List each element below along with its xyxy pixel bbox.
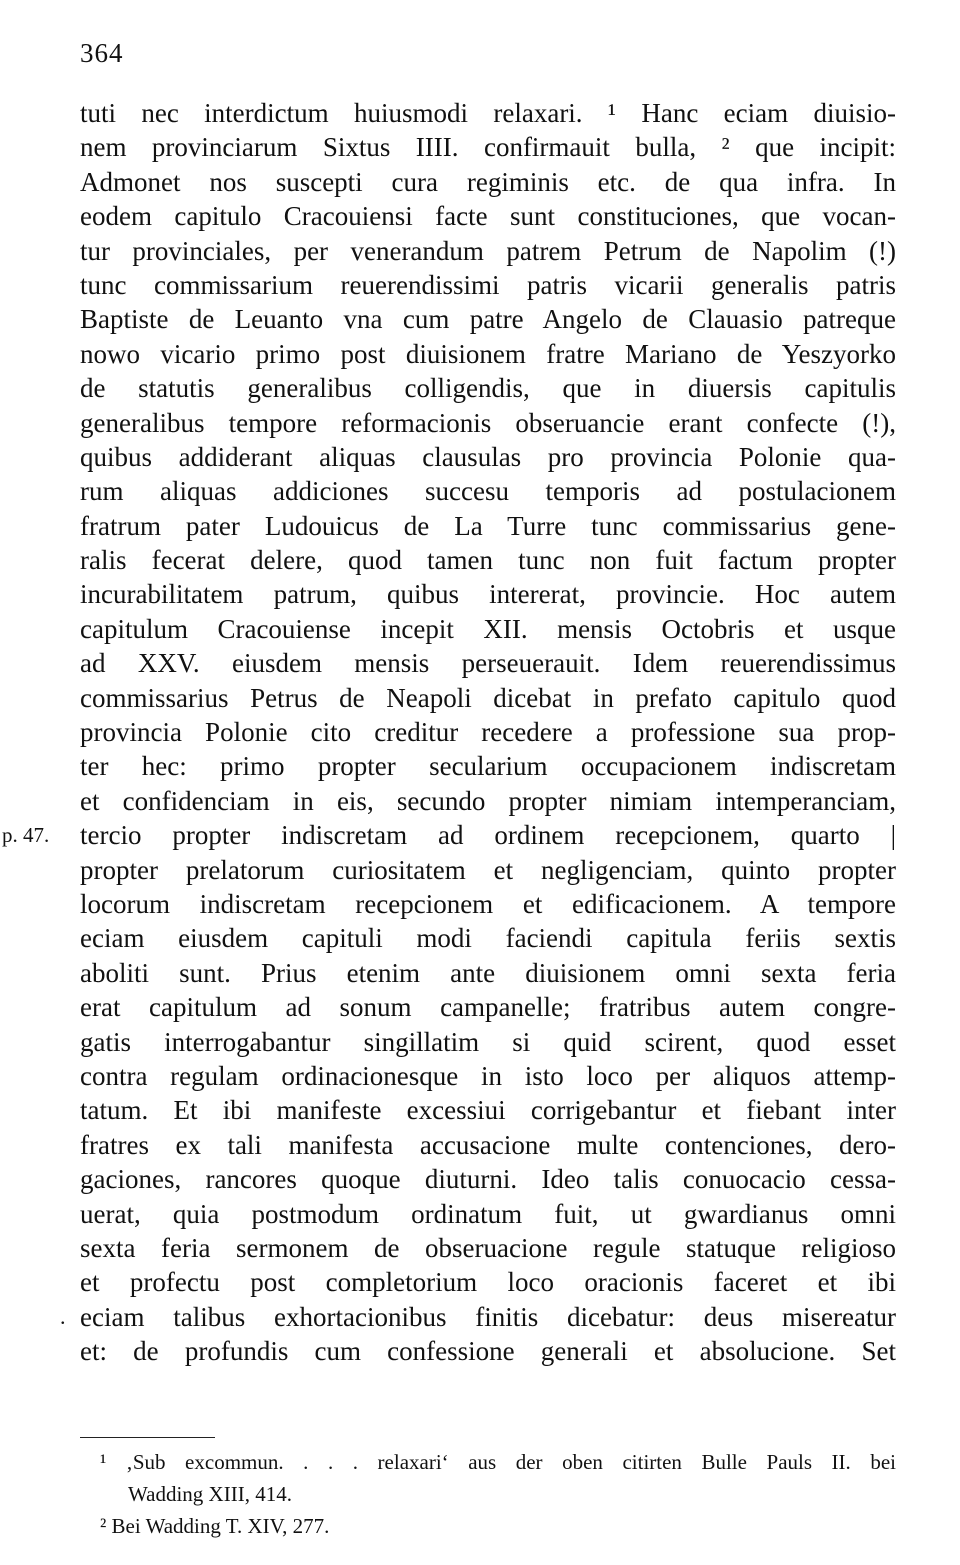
text-line-11: quibus addiderant aliquas clausulas pro provincia Polonie qua-: [80, 441, 896, 472]
text-line-19: provincia Polonie cito creditur recedere a professione sua prop-: [80, 717, 896, 748]
text-line-34: sexta feria sermonem de obseruacione regule statuque religioso: [80, 1232, 896, 1263]
text-line-27: erat capitulum ad sonum campanelle; fratribus autem congre-: [80, 992, 896, 1023]
text-line-36: [60, 1300, 896, 1334]
text-line-15: incurabilitatem patrum, quibus intererat, provincie. Hoc autem: [80, 579, 896, 610]
text-line-37: et: de profundis cum confessione generali et absolucione. Set: [80, 1336, 896, 1367]
text-line-22: [2, 818, 896, 852]
text-line-21: et confidenciam in eis, secundo propter nimiam intemperanciam,: [80, 785, 896, 816]
body-text: [2, 96, 896, 1368]
footnotes: [100, 1446, 896, 1542]
text-line-23: propter prelatorum curiositatem et negligenciam, quinto propter: [80, 854, 896, 885]
text-line-12: rum aliquas addiciones succesu temporis ad postulacionem: [80, 476, 896, 507]
text-line-28: gatis interrogabantur singillatim si quid scirent, quod esset: [80, 1026, 896, 1057]
text-line-6: tunc commissarium reuerendissimi patris vicarii generalis patris: [80, 269, 896, 300]
text-line-30: tatum. Et ibi manifeste excessiui corrigebantur et fiebant inter: [80, 1095, 896, 1126]
text-line-8: nowo vicario primo post diuisionem fratre Mariano de Yeszyorko: [80, 338, 896, 369]
text-line-4: eodem capitulo Cracouiensi facte sunt constituciones, que vocan-: [80, 201, 896, 232]
text-line-22-content: tercio propter indiscretam ad ordinem recepcionem, quarto |: [80, 820, 896, 851]
footnote-1-line-2: Wadding XIII, 414.: [128, 1482, 292, 1506]
text-line-3: Admonet nos suscepti cura regiminis etc. de qua infra. In: [80, 166, 896, 197]
text-line-36-content: eciam talibus exhortacionibus finitis dicebatur: deus misereatur: [80, 1301, 896, 1332]
text-line-16: capitulum Cracouiense incepit XII. mensis Octobris et usque: [80, 613, 896, 644]
text-line-9: de statutis generalibus colligendis, que in diuersis capitulis: [80, 373, 896, 404]
text-line-14: ralis fecerat delere, quod tamen tunc non fuit factum propter: [80, 545, 896, 576]
text-line-7: Baptiste de Leuanto vna cum patre Angelo de Clauasio patreque: [80, 304, 896, 335]
text-line-20: ter hec: primo propter secularium occupacionem indiscretam: [80, 751, 896, 782]
text-line-25: eciam eiusdem capituli modi faciendi capitula feriis sextis: [80, 923, 896, 954]
margin-page-reference: p. 47.: [2, 823, 50, 848]
footnote-1-line-1: ¹ ‚Sub excommun. . . . relaxari‘ aus der oben citirten Bulle Pauls II. bei: [100, 1450, 896, 1474]
text-line-29: contra regulam ordinacionesque in isto loco per aliquos attemp-: [80, 1060, 896, 1091]
footnote-2: ² Bei Wadding T. XIV, 277.: [100, 1514, 330, 1538]
text-line-26: aboliti sunt. Prius etenim ante diuisionem omni sexta feria: [80, 957, 896, 988]
text-line-5: tur provinciales, per venerandum patrem Petrum de Napolim (!): [80, 235, 896, 266]
footnote-divider: [80, 1437, 215, 1438]
text-line-13: fratrum pater Ludouicus de La Turre tunc commissarius gene-: [80, 510, 896, 541]
page-number: 364: [80, 38, 124, 68]
text-line-35: et profectu post completorium loco oracionis faceret et ibi: [80, 1267, 896, 1298]
text-line-1: tuti nec interdictum huiusmodi relaxari. ¹ Hanc eciam diuisio-: [80, 98, 896, 128]
text-line-17: ad XXV. eiusdem mensis perseuerauit. Idem reuerendissimus: [80, 648, 896, 679]
text-line-32: gaciones, rancores quoque diuturni. Ideo talis conuocacio cessa-: [80, 1164, 896, 1195]
text-line-18: commissarius Petrus de Neapoli dicebat in prefato capitulo quod: [80, 682, 896, 713]
text-line-10: generalibus tempore reformacionis obseruancie erant confecte (!),: [80, 407, 896, 438]
text-line-33: uerat, quia postmodum ordinatum fuit, ut gwardianus omni: [80, 1198, 896, 1229]
text-line-31: fratres ex tali manifesta accusacione multe contenciones, dero-: [80, 1129, 896, 1160]
margin-mark: .: [60, 1303, 66, 1329]
text-line-24: locorum indiscretam recepcionem et edificacionem. A tempore: [80, 888, 896, 919]
text-line-2: nem provinciarum Sixtus IIII. confirmauit bulla, ² que incipit:: [80, 132, 896, 163]
